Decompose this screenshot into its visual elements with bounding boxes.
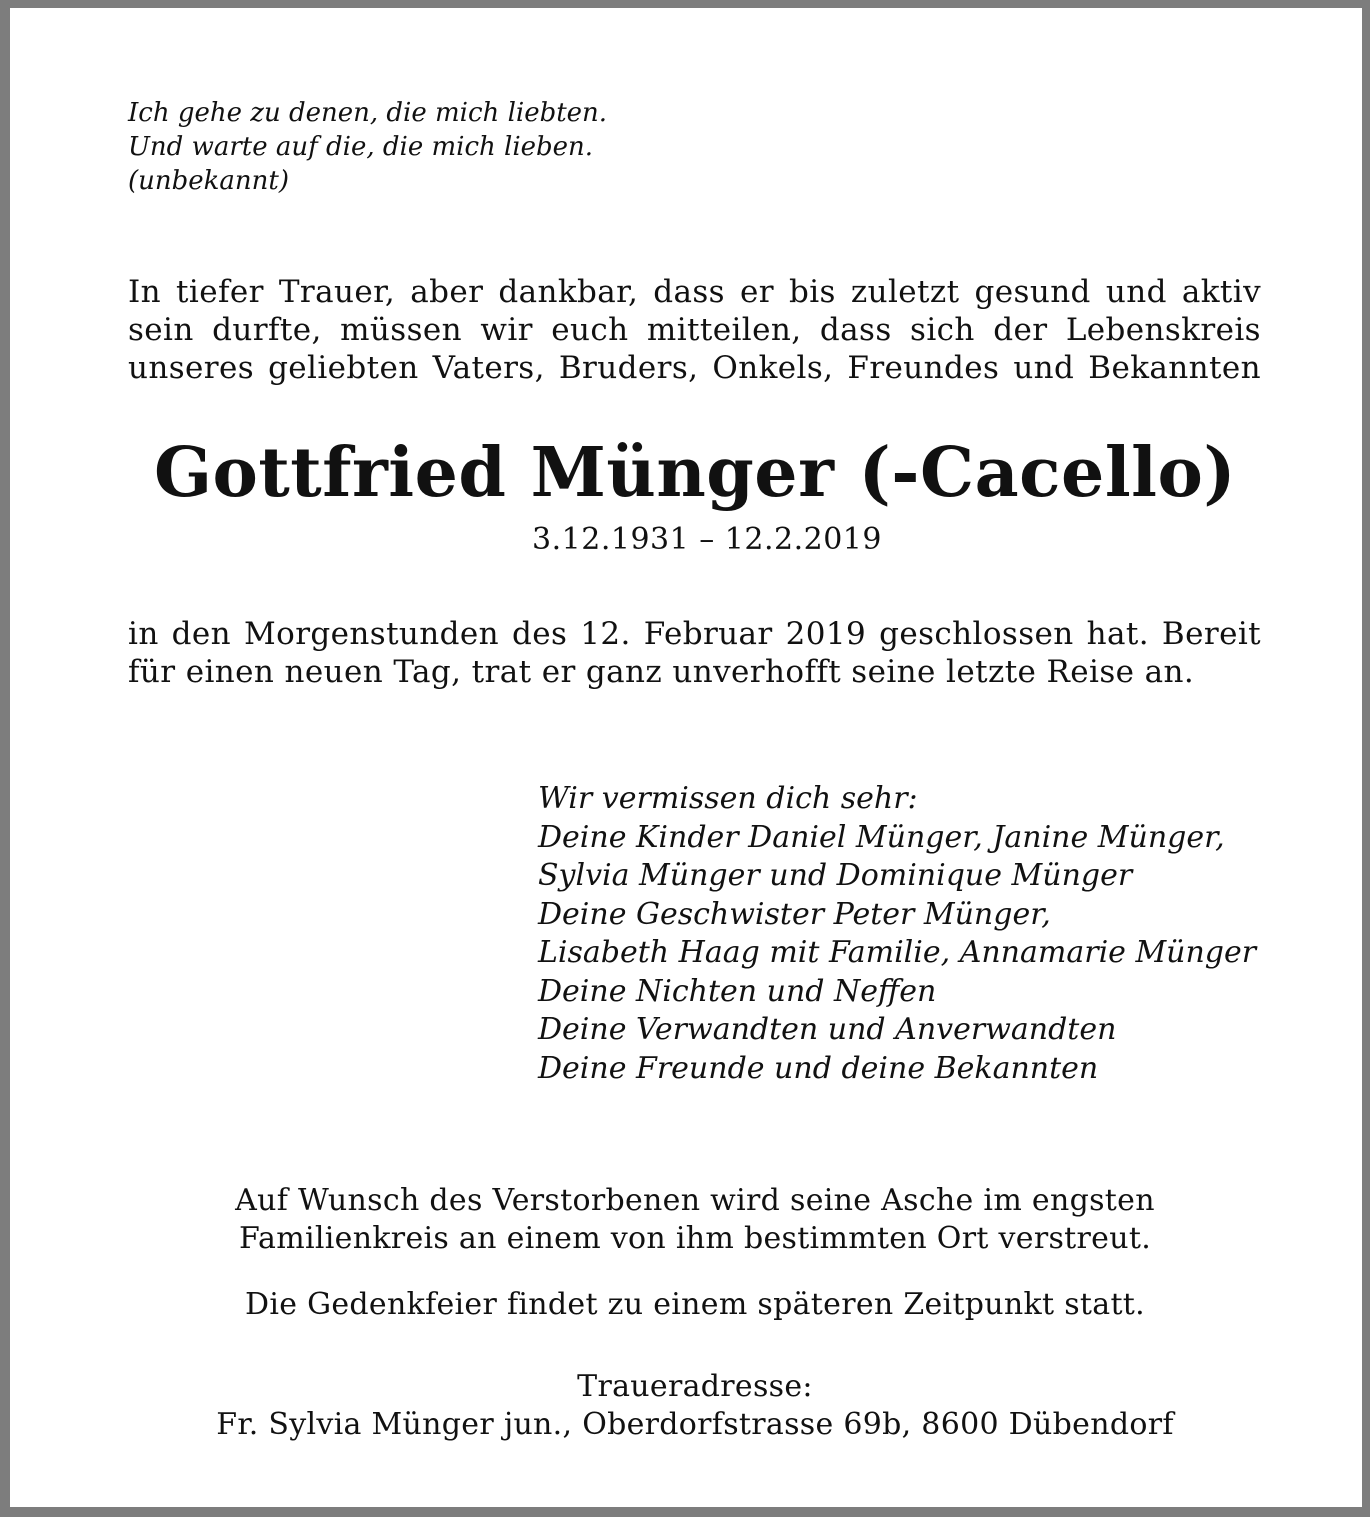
mourner-line: Deine Freunde und deine Bekannten: [538, 1050, 1099, 1086]
mourners-list: [538, 780, 1318, 1088]
deceased-name: Gottfried Münger (-Cacello): [153, 433, 1237, 513]
intro-line: sein durfte, müssen wir euch mitteilen, dass sich der Lebenskreis: [128, 312, 1261, 348]
mourner-line: Deine Geschwister Peter Münger,: [538, 896, 1051, 932]
closing-line: für einen neuen Tag, trat er ganz unverhofft seine letzte Reise an.: [128, 654, 1195, 690]
mourner-line: Deine Verwandten und Anverwandten: [538, 1012, 1117, 1047]
mourner-line: Sylvia Münger und Dominique Münger: [538, 858, 1133, 893]
life-dates: 3.12.1931 – 12.2.2019: [532, 522, 882, 557]
epigraph-quote: [128, 96, 828, 198]
quote-line: Und warte auf die, die mich lieben.: [128, 132, 594, 162]
mourning-address: [10, 1368, 1370, 1444]
mourner-line: Lisabeth Haag mit Familie, Annamarie Münger: [538, 935, 1257, 970]
closing-line: in den Morgenstunden des 12. Februar 2019 geschlossen hat. Bereit: [128, 616, 1261, 652]
address-value: Fr. Sylvia Münger jun., Oberdorfstrasse 69b, 8600 Dübendorf: [216, 1407, 1174, 1442]
closing-paragraph: [128, 615, 1261, 691]
memorial-note: Die Gedenkfeier findet zu einem späteren Zeitpunkt statt.: [244, 1287, 1146, 1322]
ashes-note-line: Familienkreis an einem von ihm bestimmten Ort verstreut.: [238, 1221, 1152, 1256]
ashes-note-line: Auf Wunsch des Verstorbenen wird seine Asche im engsten: [235, 1183, 1155, 1218]
quote-line: Ich gehe zu denen, die mich liebten.: [128, 98, 608, 128]
mourner-line: Deine Nichten und Neffen: [538, 973, 937, 1009]
quote-attribution: (unbekannt): [128, 166, 290, 196]
intro-line: unseres geliebten Vaters, Bruders, Onkels, Freundes und Bekannten: [128, 350, 1261, 386]
mourners-heading: Wir vermissen dich sehr:: [538, 781, 918, 816]
mourner-line: Deine Kinder Daniel Münger, Janine Münger,: [538, 819, 1225, 855]
ashes-note: [10, 1182, 1370, 1258]
intro-paragraph: [128, 273, 1261, 387]
intro-line: In tiefer Trauer, aber dankbar, dass er bis zuletzt gesund und aktiv: [128, 274, 1261, 310]
address-label: Traueradresse:: [577, 1369, 813, 1404]
